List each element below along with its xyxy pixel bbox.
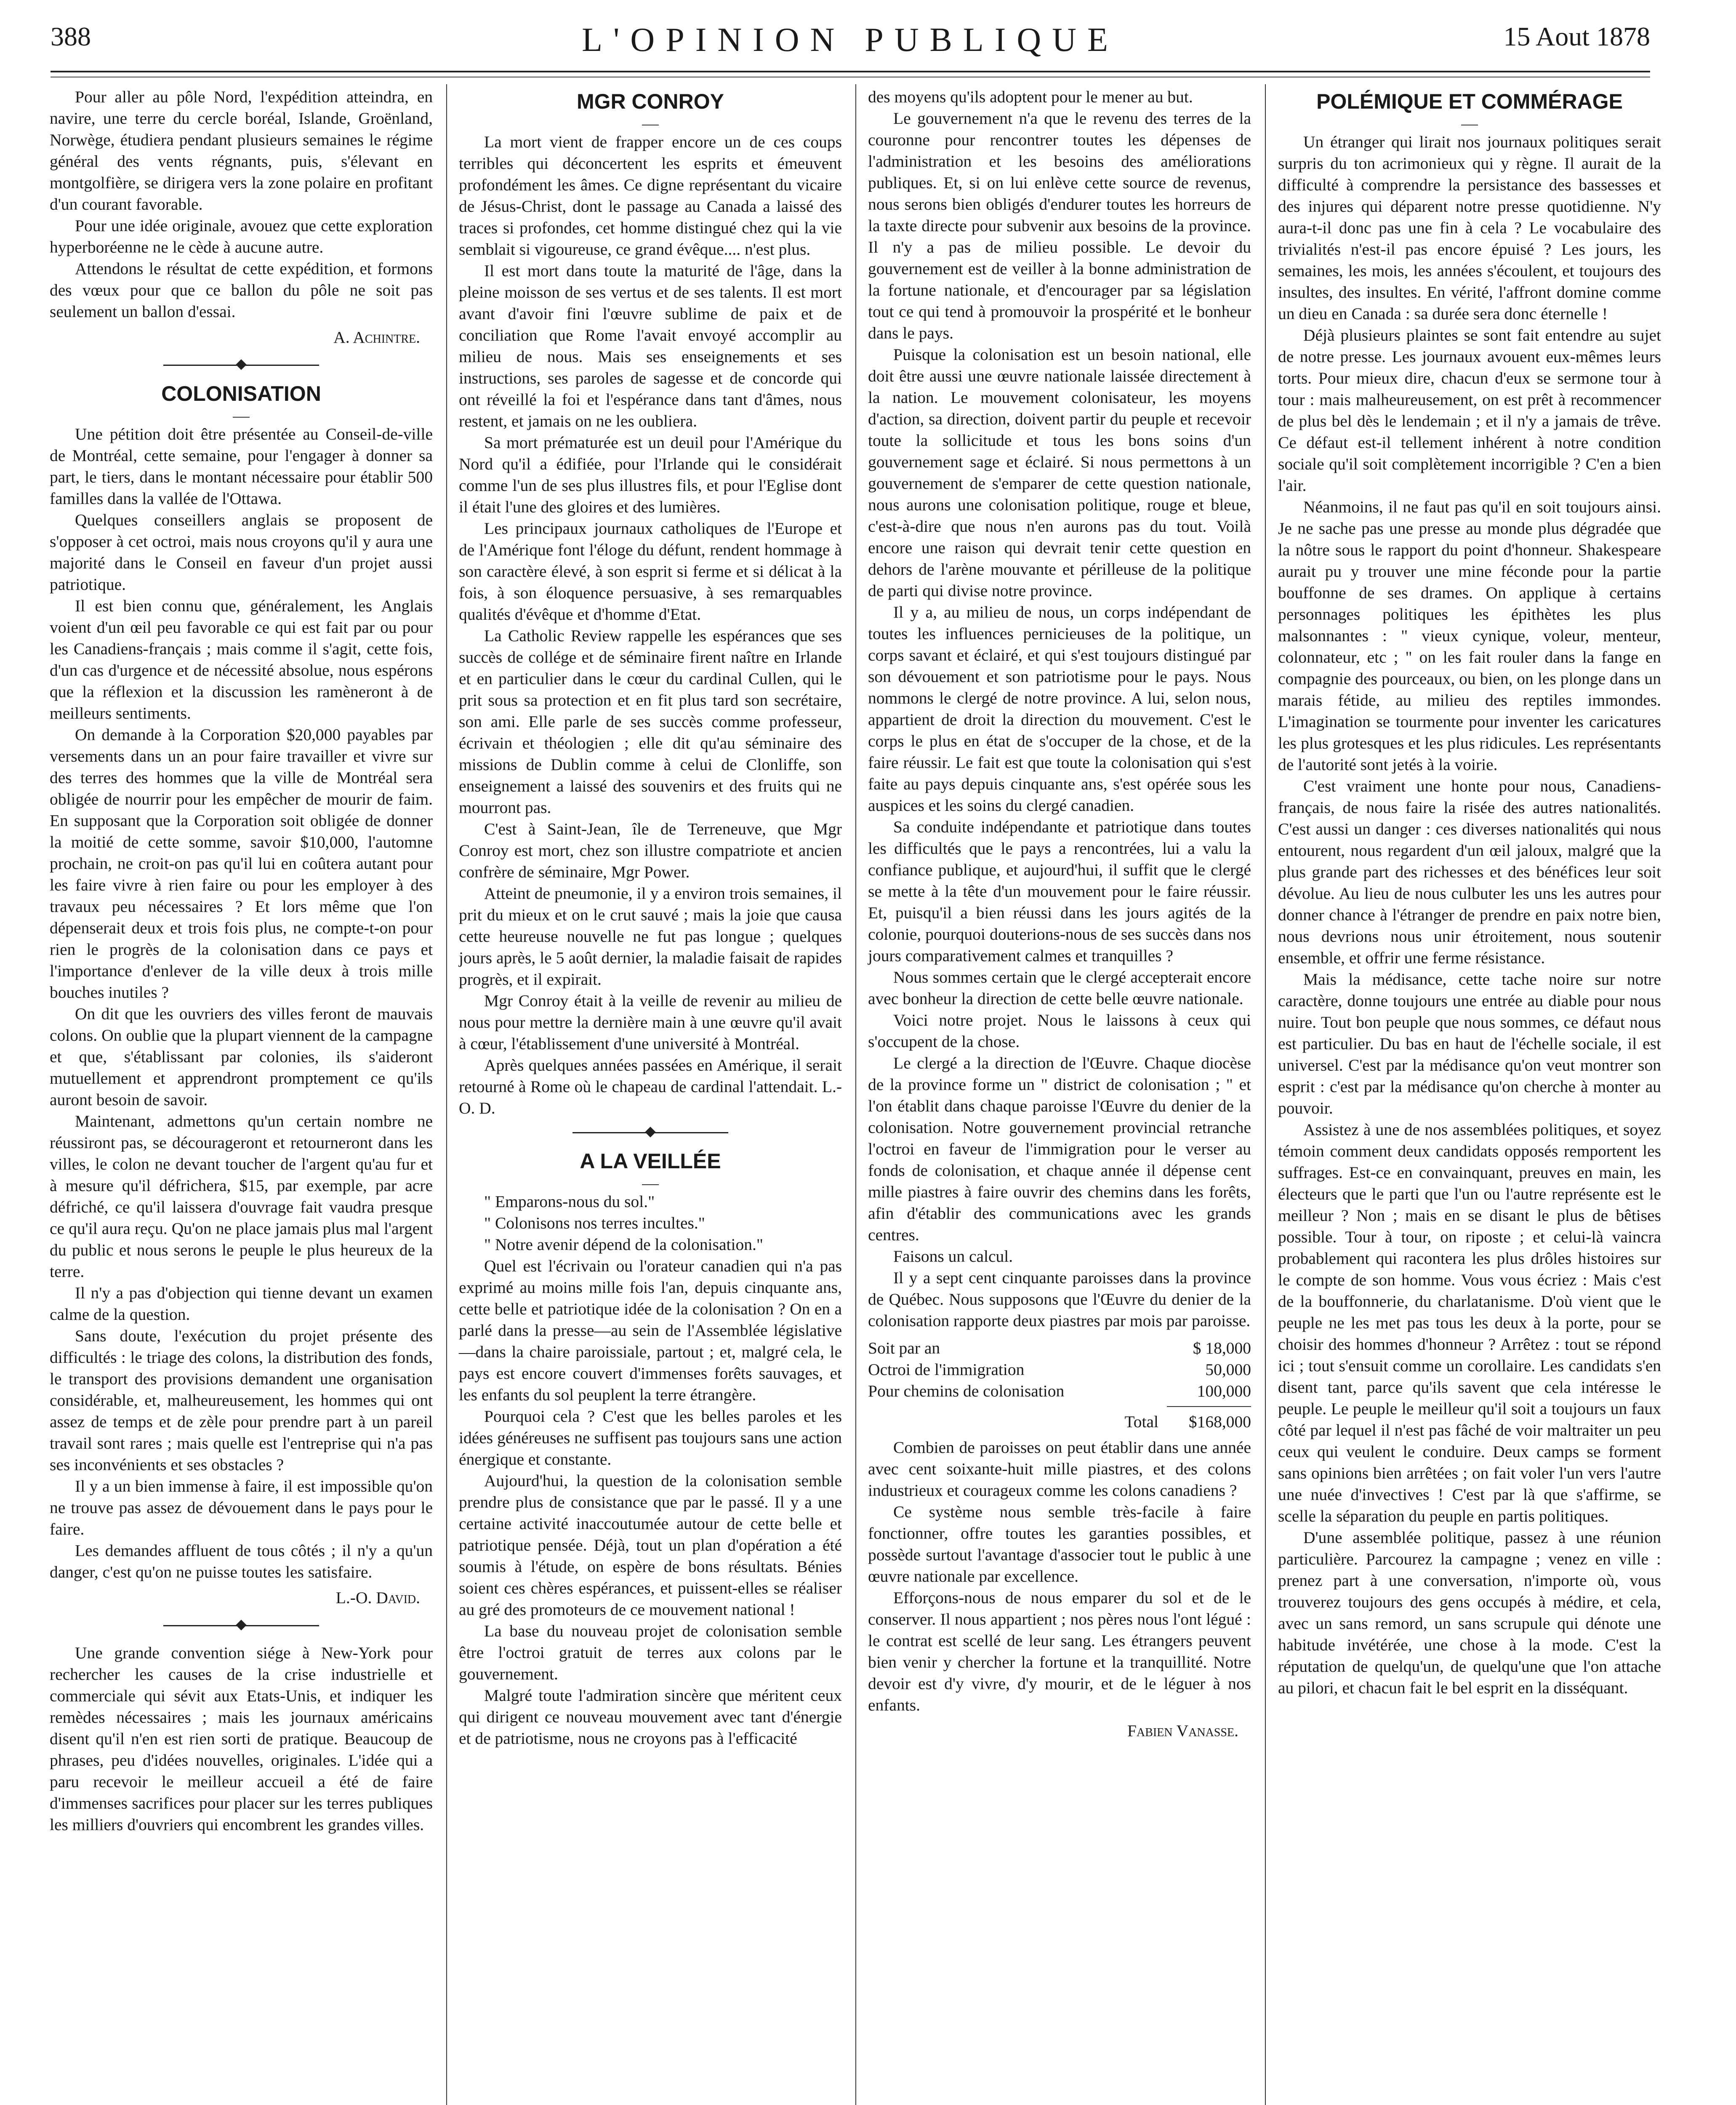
column-divider (1265, 84, 1266, 2105)
paragraph: On demande à la Corporation $20,000 payables par versements dans un an pour faire travailler et vivre sur des terres des hommes que la ville de Montréal sera obligée de nourrir pour les empêcher de mourir de faim. En supposant que la Corporation soit obligée de donner la moitié de cette somme, savoir $10,000, l'automne prochain, ne croit-on pas qu'il lui en coûtera autant pour les faire vivre à rien faire ou pour les employer à des travaux peu nécessaires ? Et lors même que l'on dépenserait deux et trois fois plus, ne compte-t-on pour rien le progrès de la colonisation dans ce pays et l'importance d'enlever de la ville deux à trois mille bouches inutiles ? (50, 725, 433, 1002)
paragraph: D'une assemblée politique, passez à une réunion particulière. Parcourez la campagne ; venez en ville : prenez part à une conversation, n'importe où, vous trouverez toujours des gens occupés à médire, et cela, avec un sans remord, un sans scrupule qui dénote une habitude invétérée, une chose à la mode. C'est la réputation de quelqu'un, de quelqu'une que l'on attache au pilori, et chacun fait le bel esprit en la disséquant. (1278, 1528, 1661, 1697)
page-header (51, 21, 1650, 67)
section-ornament (50, 1618, 433, 1633)
paragraph: Après quelques années passées en Amérique, il serait retourné à Rome où le chapeau de cardinal l'attendait. L.-O. D. (459, 1056, 842, 1117)
total-rule (1167, 1406, 1251, 1407)
paragraph: Quel est l'écrivain ou l'orateur canadien qui n'a pas exprimé au moins mille fois l'an, depuis cinquante ans, cette belle et patriotique idée de la colonisation ? On en a parlé dans la presse—au sein de l'Assemblée législative—dans la chaire paroissiale, partout ; et, malgré cela, le pays est encore couvert d'immenses forêts sauvages, et les enfants du sol peuplent la terre étrangère. (459, 1257, 842, 1404)
calc-value: 50,000 (1205, 1360, 1251, 1379)
title-dash (459, 1175, 842, 1185)
paragraph: Il est bien connu que, généralement, les Anglais voient d'un œil peu favorable ce qui est fait par ou pour les Canadiens-français ; mais comme il s'agit, cette fois, d'un cas d'urgence et de nécessité absolue, nous espérons que la réflexion et la discussion les ramèneront à de meilleurs sentiments. (50, 597, 433, 722)
article-title: A LA VEILLÉE (580, 1149, 721, 1173)
paragraph: Il y a un bien immense à faire, il est impossible qu'on ne trouve pas assez de dévouement dans le pays pour le faire. (50, 1477, 433, 1538)
page-number: 388 (51, 21, 91, 51)
paragraph: Assistez à une de nos assemblées politiques, et soyez témoin comment deux candidats opposés remportent les suffrages. Est-ce en convainquant, preuves en main, les électeurs que le parti que l'un ou l'autre représente est le meilleur ? Non ; mais en se disant le plus de bêtises possible. Tour à tour, on riposte ; et celui-là vaincra probablement qui racontera les plus drôles histoires sur le compte de son homme. Vous vous écriez : Mais c'est de la bouffonnerie, du charlatanisme. D'où vient que le peuple ne les met pas tous les deux à la porte, pour se choisir des hommes d'honneur ? Arrêtez : tout se répond ici ; tout s'ensuit comme un corollaire. Les candidats s'en disent tant, parce qu'ils savent que cela intéresse le peuple. Le peuple le meilleur qu'il soit a toujours un faux côté par lequel il n'est pas fâché de voir maltraiter un peu ceux qui veulent le conduire. Deux camps se forment sans opinions bien arrêtées ; on fait voler l'un vers l'autre une nuée d'invectives ! C'est par là que s'affirme, se scelle la séparation du peuple en partis politiques. (1278, 1120, 1661, 1525)
paragraph: Atteint de pneumonie, il y a environ trois semaines, il prit du mieux et on le crut sauvé ; mais la joie que causa cette heureuse nouvelle ne fut pas longue ; quelques jours après, le 5 août dernier, la maladie faisait de rapides progrès, et il expirait. (459, 884, 842, 989)
column-divider (855, 84, 856, 2105)
column-4 (1278, 86, 1661, 1699)
section-ornament (459, 1125, 842, 1140)
intro-article (50, 86, 433, 348)
calc-row (868, 1338, 1251, 1359)
paragraph: Ce système nous semble très-facile à faire fonctionner, offre toutes les garanties possibles, et possède surtout l'avantage d'associer tout le public à une œuvre nationale par excellence. (868, 1503, 1251, 1585)
epigraph: " Emparons-nous du sol." (484, 1192, 655, 1211)
paragraph: Efforçons-nous de nous emparer du sol et de le conserver. Il nous appartient ; nos pères nous l'ont légué : le contrat est scellé de leur sang. Les étrangers peuvent bien venir y chercher la fortune et la tranquillité. Notre devoir est d'y vivre, d'y mourir, et de le léguer à nos enfants. (868, 1588, 1251, 1714)
paragraph: Voici notre projet. Nous le laissons à ceux qui s'occupent de la chose. (868, 1011, 1251, 1051)
paragraph: Maintenant, admettons qu'un certain nombre ne réussiront pas, se décourageront et retourneront dans les villes, le colon ne devant toucher de l'argent qu'au fur et à mesure qu'il défrichera, $15, par exemple, par acre défriché, ce qu'il laissera d'ouvrage fait vaudra presque ce qu'il aura reçu. Qu'on ne place jamais plus mal l'argent du public et nous serons le peuple le plus heureux de la terre. (50, 1112, 433, 1281)
article-signature: A. Achintre. (333, 328, 420, 346)
paragraph: Attendons le résultat de cette expédition, et formons des vœux pour que ce ballon du pôle ne soit pas seulement un ballon d'essai. (50, 259, 433, 321)
article-signature: L.-O. David. (335, 1588, 420, 1607)
paragraph: Il y a, au milieu de nous, un corps indépendant de toutes les influences pernicieuses de la politique, un corps savant et éclairé, et qui s'est toujours distingué par son dévouement et son patriotisme pour le pays. Nous nommons le clergé de notre province. A lui, selon nous, appartient de droit la direction du mouvement. C'est le corps le plus en état de s'occuper de la chose, et de la faire réussir. Le fait est que toute la colonisation qui s'est faite au pays depuis cinquante ans, s'est opérée sous les auspices et les soins du clergé canadien. (868, 603, 1251, 815)
paragraph: La mort vient de frapper encore un de ces coups terribles qui déconcertent les esprits et émeuvent profondément les âmes. Ce digne représentant du vicaire de Jésus-Christ, dont le passage au Canada a laissé des traces si profondes, cet homme distingué chez qui la vie semblait si vigoureuse, ce grand évêque.... n'est plus. (459, 133, 842, 258)
paragraph: Il est mort dans toute la maturité de l'âge, dans la pleine moisson de ses vertus et de ses talents. Il est mort avant d'avoir fini l'œuvre sublime de paix et de conciliation que Rome l'avait envoyé accomplir au milieu de nous. Mais ses enseignements et ses instructions, ses paroles de sagesse et de concorde qui ont réveillé la foi et l'espérance dans tant d'âmes, nous restent, et jamais on ne les oubliera. (459, 261, 842, 430)
paragraph: Combien de paroisses on peut établir dans une année avec cent soixante-huit mille piastres, et des colons industrieux et courageux comme les colons canadiens ? (868, 1438, 1251, 1500)
masthead: L'OPINION PUBLIQUE (582, 21, 1119, 59)
epigraph: " Colonisons nos terres incultes." (484, 1214, 705, 1232)
paragraph: Un étranger qui lirait nos journaux politiques serait surpris du ton acrimonieux qui y règne. Il aurait de la difficulté à comprendre la persistance des bassesses et des injures qui déparent notre presse quotidienne. N'y aura-t-il donc pas une fin à cela ? Le vocabulaire des trivialités n'est-il pas encore épuisé ? Les jours, les semaines, les mois, les années s'écoulent, et toujours des insultes, des insultes. En vérité, l'affront domine comme un dieu en Canada : sa durée sera donc éternelle ! (1278, 133, 1661, 323)
paragraph: des moyens qu'ils adoptent pour le mener au but. (868, 88, 1193, 106)
column-1 (50, 86, 433, 1836)
calc-label: Octroi de l'immigration (868, 1360, 1025, 1379)
paragraph: Le gouvernement n'a que le revenu des terres de la couronne pour rencontrer toutes les dépenses de l'administration et les besoins des améliorations publiques. Et, si on lui enlève cette source de revenus, nous serons bien obligés d'endurer toutes les horreurs de la taxte directe pour subvenir aux besoins de la province. Il n'y a pas de milieu possible. Le devoir du gouvernement est de veiller à la bonne administration de la fortune nationale, et d'encourager par sa législation tout ce qui tend à promouvoir la prospérité et le bonheur dans le pays. (868, 109, 1251, 342)
calculation-table (868, 1338, 1251, 1433)
header-rule (51, 71, 1650, 72)
article-signature: Fabien Vanasse. (1127, 1721, 1238, 1740)
calc-value: $ 18,000 (1193, 1339, 1251, 1357)
paragraph: Il n'y a pas d'objection qui tienne devant un examen calme de la question. (50, 1284, 433, 1324)
paragraph: Déjà plusieurs plaintes se sont fait entendre au sujet de notre presse. Les journaux avouent eux-mêmes leurs torts. Pour mieux dire, chacun d'eux se sermone tour à tour : mais malheureusement, on est prêt à recommencer de plus bel dès le lendemain ; et il n'y a jamais de trêve. Ce défaut est-il tellement inhérent à notre condition sociale qu'il soit complètement incorrigible ? C'en a bien l'air. (1278, 326, 1661, 495)
calc-label: Pour chemins de colonisation (868, 1382, 1065, 1400)
paragraph: Puisque la colonisation est un besoin national, elle doit être aussi une œuvre nationale laissée directement à la nation. Le mouvement colonisateur, les moyens d'action, sa direction, doivent partir du peuple et recevoir toute la sollicitude et tous les bons soins d'un gouvernement sage et éclairé. Si nous permettons à un gouvernement de s'emparer de cette question nationale, nous aurons une colonisation politique, rouge et bleue, c'est-à-dire que nous n'en aurons pas du tout. Voilà encore une raison qui devrait tenir cette question en dehors de l'arène mouvante et périlleuse de la politique de parti qui divise notre province. (868, 345, 1251, 600)
title-dash (459, 116, 842, 125)
paragraph: Nous sommes certain que le clergé accepterait encore avec bonheur la direction de cette belle œuvre nationale. (868, 968, 1251, 1008)
paragraph: Les principaux journaux catholiques de l'Europe et de l'Amérique font l'éloge du défunt, rendent hommage à son caractère élevé, à son esprit si ferme et si délicat à la fois, à son éloquence persuasive, à ses remarquables qualités d'évêque et d'homme d'Etat. (459, 519, 842, 624)
paragraph: Néanmoins, il ne faut pas qu'il en soit toujours ainsi. Je ne sache pas une presse au monde plus dégradée que la nôtre sous le rapport du point d'honneur. Shakespeare aurait pu y trouver une mine féconde pour la partie bouffonne de ses drames. On applique à certains personnages politiques les épithètes les plus malsonnantes : " vieux cynique, voleur, menteur, colonnateur, etc ; " on les fait rouler dans la fange en compagnie des pourceaux, ou bien, on les plonge dans un marais fétide, au milieu des reptiles immondes. L'imagination se tourmente pour inventer les caricatures les plus grotesques et les plus ridicules. Les représentants de l'autorité sont jetés à la voirie. (1278, 498, 1661, 774)
paragraph: Une pétition doit être présentée au Conseil-de-ville de Montréal, cette semaine, pour l'engager à donner sa part, le tiers, dans le montant nécessaire pour établir 500 familles dans la vallée de l'Ottawa. (50, 425, 433, 508)
calc-total-row (868, 1411, 1251, 1433)
paragraph: Sans doute, l'exécution du projet présente des difficultés : le triage des colons, la distribution des fonds, le transport des provisions demandent une organisation considérable, et, malheureusement, les hommes qui ont assez de temps et de zèle pour prendre part à un pareil travail sont rares ; mais quelle est l'entreprise qui n'a pas ses inconvénients et ses obstacles ? (50, 1327, 433, 1474)
epigraph: " Notre avenir dépend de la colonisation." (484, 1235, 763, 1254)
title-dash (1278, 116, 1661, 125)
article-title: MGR CONROY (577, 90, 724, 113)
article-title: POLÉMIQUE ET COMMÉRAGE (1316, 90, 1623, 113)
column-divider (446, 84, 447, 2105)
paragraph: Aujourd'hui, la question de la colonisation semble prendre plus de consistance que par le passé. Il y a une certaine activité inaccoutumée autour de cette belle et patriotique pensée. Déjà, tout un plan d'opération a été soumis à l'étude, on espère de bons résultats. Bénies soient ces chères espérances, et puissent-elles se réaliser au gré des promoteurs de ce mouvement national ! (459, 1471, 842, 1619)
total-value: $168,000 (1188, 1412, 1251, 1431)
paragraph: Mais la médisance, cette tache noire sur notre caractère, donne toujours une entrée au diable pour nous nuire. Tout bon peuple que nous sommes, ce défaut nous est particulier. Du bas en haut de l'échelle sociale, il est universel. C'est par la médisance qu'on veut montrer son esprit : c'est par la médisance qu'on cherche à monter au pouvoir. (1278, 970, 1661, 1117)
colonisation-article (50, 382, 433, 1609)
paragraph: Malgré toute l'admiration sincère que méritent ceux qui dirigent ce nouveau mouvement avec tant d'énergie et de patriotisme, nous ne croyons pas à l'efficacité (459, 1686, 842, 1748)
paragraph: Une grande convention siége à New-York pour rechercher les causes de la crise industrielle et commerciale qui sévit aux Etats-Unis, et indiquer les remèdes nécessaires ; mais les journaux américains disent qu'il n'en est rien sorti de pratique. Beaucoup de phrases, peu d'idées nouvelles, originales. L'idée qui a paru recevoir le meilleur accueil a été de faire d'immenses sacrifices pour placer sur les terres publiques les milliers d'ouvriers qui encombrent les grandes villes. (50, 1644, 433, 1834)
veillee-article (459, 1149, 842, 1749)
paragraph: C'est vraiment une honte pour nous, Canadiens-français, de nous faire la risée des autres nationalités. C'est aussi un danger : ces diverses nationalités qui nous entourent, nous regardent d'un œil jaloux, malgré que la plus grande part des richesses et des bénéfices leur soit dévolue. Au lieu de nous culbuter les uns les autres pour donner chance à l'étranger de prendre en paix notre bien, nous devrions nous unir étroitement, nous soutenir ensemble, et offrir une ferme résistance. (1278, 777, 1661, 967)
paragraph: Faisons un calcul. (893, 1247, 1013, 1266)
convention-article (50, 1642, 433, 1836)
paragraph: Le clergé a la direction de l'Œuvre. Chaque diocèse de la province forme un " district de colonisation ; " et l'on établit dans chaque paroisse l'Œuvre du denier de la colonisation. Notre gouvernement provincial retranche l'octroi en faveur de l'immigration pour le verser au fonds de colonisation, et chaque année il dépense cent mille piastres à faire ouvrir des chemins dans les forêts, afin d'établir des communications avec les grands centres. (868, 1054, 1251, 1244)
paragraph: La Catholic Review rappelle les espérances que ses succès de collége et de séminaire firent naître en Irlande et en particulier dans le cœur du cardinal Cullen, qui le prit sous sa protection et en fit plus tard son secrétaire, son ami. Elle parle de ses succès comme professeur, écrivain et théologien ; elle dit qu'au séminaire des missions de Dublin comme à celui de Clonliffe, son enseignement a laissé des souvenirs et des fruits qui ne mourront pas. (459, 626, 842, 817)
paragraph: Les demandes affluent de tous côtés ; il n'y a qu'un danger, c'est qu'on ne puisse toutes les satisfaire. (50, 1541, 433, 1581)
paragraph: Pourquoi cela ? C'est que les belles paroles et les idées généreuses ne suffisent pas toujours sans une action énergique et constante. (459, 1407, 842, 1468)
paragraph: Pour aller au pôle Nord, l'expédition atteindra, en navire, une terre du cercle boréal, Islande, Groënland, Norwège, étudiera pendant plusieurs semaines le régime général des vents régnants, puis, s'élevant en montgolfière, se dirigera vers la zone polaire en profitant d'un courant favorable. (50, 88, 433, 213)
total-label: Total (1124, 1412, 1158, 1431)
paragraph: Mgr Conroy était à la veille de revenir au milieu de nous pour mettre la dernière main à une œuvre qu'il avait à cœur, l'établissement d'une université à Montréal. (459, 991, 842, 1053)
conroy-article (459, 90, 842, 1119)
calc-row (868, 1380, 1251, 1402)
paragraph: La base du nouveau projet de colonisation semble être l'octroi gratuit de terres aux colons par le gouvernement. (459, 1622, 842, 1683)
calc-label: Soit par an (868, 1339, 940, 1357)
calc-row (868, 1359, 1251, 1380)
section-ornament (50, 357, 433, 373)
paragraph: Sa mort prématurée est un deuil pour l'Amérique du Nord qu'il a édifiée, pour l'Irlande qui le considérait comme l'un de ses plus illustres fils, et pour l'Eglise dont il était l'une des gloires et des lumières. (459, 433, 842, 516)
paragraph: Il y a sept cent cinquante paroisses dans la province de Québec. Nous supposons que l'Œuvre du denier de la colonisation rapporte deux piastres par mois par paroisse. (868, 1268, 1251, 1330)
paragraph: On dit que les ouvriers des villes feront de mauvais colons. On oublie que la plupart viennent de la campagne et que, s'établissant par colonies, ils s'aideront mutuellement et apprendront promptement ce qu'ils auront besoin de savoir. (50, 1005, 433, 1109)
column-2 (459, 86, 842, 1749)
paragraph: Sa conduite indépendante et patriotique dans toutes les difficultés que le pays a rencontrées, lui a valu la confiance publique, et aujourd'hui, il suffit que le clergé se mette à la tête d'un mouvement pour le faire réussir. Et, puisqu'il a bien réussi dans les jours agités de la colonie, pourquoi douterions-nous de ses succès dans nos jours comparativement calmes et tranquilles ? (868, 818, 1251, 965)
paragraph: Pour une idée originale, avouez que cette exploration hyperboréenne ne le cède à aucune autre. (50, 216, 433, 256)
calc-value: 100,000 (1197, 1382, 1251, 1400)
column-3 (868, 86, 1251, 1751)
paragraph: C'est à Saint-Jean, île de Terreneuve, que Mgr Conroy est mort, chez son illustre compatriote et ancien confrère de séminaire, Mgr Power. (459, 820, 842, 881)
paragraph: Quelques conseillers anglais se proposent de s'opposer à cet octroi, mais nous croyons qu'il y aura une majorité dans le Conseil en faveur d'un projet aussi patriotique. (50, 511, 433, 594)
title-dash (50, 408, 433, 418)
article-title: COLONISATION (161, 382, 321, 405)
issue-date: 15 Aout 1878 (1503, 21, 1650, 51)
